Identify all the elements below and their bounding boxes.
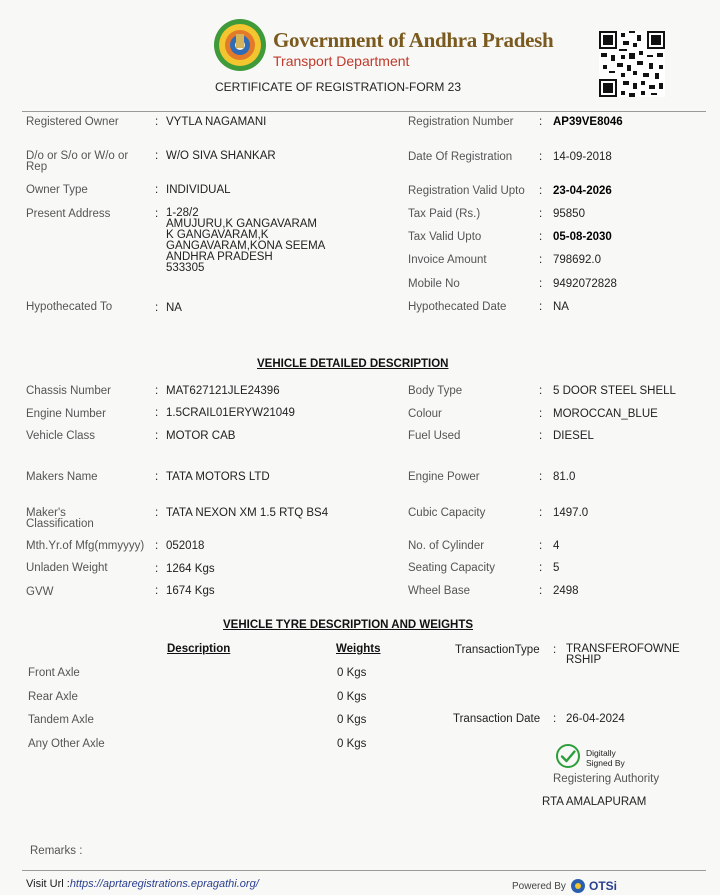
colon: : — [539, 301, 543, 313]
colon: : — [155, 507, 159, 519]
tax-valid-label: Tax Valid Upto — [408, 231, 482, 243]
front-axle-label: Front Axle — [28, 667, 80, 679]
transaction-type-value: TRANSFEROFOWNE RSHIP — [566, 643, 680, 666]
visit-url-line — [26, 878, 259, 890]
colon: : — [539, 562, 543, 574]
colon: : — [539, 185, 543, 197]
vehicle-class-label: Vehicle Class — [26, 430, 96, 442]
hypothecated-to-value: NA — [166, 302, 182, 314]
footer-divider — [22, 870, 706, 871]
front-axle-value: 0 Kgs — [337, 667, 367, 679]
relation-label: D/o or S/o or W/o or Rep — [26, 150, 129, 173]
invoice-value: 798692.0 — [553, 254, 601, 266]
engine-number-label: Engine Number — [26, 408, 106, 420]
colon: : — [155, 302, 159, 314]
colon: : — [553, 644, 557, 656]
colon: : — [155, 585, 159, 597]
powered-by-text: Powered By — [512, 881, 566, 892]
rta-office: RTA AMALAPURAM — [542, 796, 647, 808]
government-title: Government of Andhra Pradesh — [273, 28, 554, 52]
chassis-value: MAT627121JLE24396 — [166, 385, 280, 397]
otsi-logo-icon — [570, 878, 586, 894]
mfg-label: Mth.Yr.of Mfg(mmyyyy) — [26, 540, 145, 552]
mobile-value: 9492072828 — [553, 278, 617, 290]
seating-label: Seating Capacity — [408, 562, 495, 574]
registering-authority: Registering Authority — [553, 773, 660, 785]
reg-date-value: 14-09-2018 — [553, 151, 612, 163]
colon: : — [539, 385, 543, 397]
reg-date-label: Date Of Registration — [408, 151, 513, 163]
tax-valid-value: 05-08-2030 — [553, 231, 612, 243]
registered-owner-label: Registered Owner — [26, 116, 119, 128]
owner-type-label: Owner Type — [26, 184, 88, 196]
visit-url-label: Visit Url : — [26, 878, 70, 890]
colon: : — [155, 385, 159, 397]
fuel-label: Fuel Used — [408, 430, 461, 442]
digital-signature-check-icon — [555, 743, 581, 769]
engine-number-value: 1.5CRAIL01ERYW21049 — [166, 407, 295, 419]
description-header: Description — [167, 643, 231, 655]
unladen-label: Unladen Weight — [26, 562, 108, 574]
colon: : — [553, 713, 557, 725]
rear-axle-label: Rear Axle — [28, 691, 78, 703]
colon: : — [155, 150, 159, 162]
colon: : — [539, 116, 543, 128]
classification-label: Maker's Classification — [26, 507, 94, 530]
colon: : — [539, 254, 543, 266]
gvw-value: 1674 Kgs — [166, 585, 215, 597]
gvw-label: GVW — [26, 586, 54, 598]
valid-upto-label: Registration Valid Upto — [408, 185, 525, 197]
engine-power-value: 81.0 — [553, 471, 576, 483]
maker-label: Makers Name — [26, 471, 98, 483]
form-title: CERTIFICATE OF REGISTRATION-FORM 23 — [215, 80, 462, 94]
cubic-capacity-label: Cubic Capacity — [408, 507, 486, 519]
maker-value: TATA MOTORS LTD — [166, 471, 270, 483]
cylinder-value: 4 — [553, 540, 560, 552]
colon: : — [155, 430, 159, 442]
digitally-text: Digitally — [586, 748, 616, 758]
other-axle-label: Any Other Axle — [28, 738, 105, 750]
address-label: Present Address — [26, 208, 111, 220]
colour-label: Colour — [408, 408, 442, 420]
signed-by-text: Signed By — [586, 758, 625, 768]
reg-number-label: Registration Number — [408, 116, 514, 128]
hyp-date-label: Hypothecated Date — [408, 301, 507, 313]
fuel-value: DIESEL — [553, 430, 594, 442]
vehicle-section-title: VEHICLE DETAILED DESCRIPTION — [257, 358, 449, 370]
mobile-label: Mobile No — [408, 278, 460, 290]
department-name: Transport Department — [273, 53, 410, 69]
colon: : — [539, 540, 543, 552]
tandem-axle-label: Tandem Axle — [28, 714, 94, 726]
hyp-date-value: NA — [553, 301, 569, 313]
colon: : — [155, 407, 159, 419]
colon: : — [539, 278, 543, 290]
colon: : — [539, 471, 543, 483]
seating-value: 5 — [553, 562, 560, 574]
tyre-section-title: VEHICLE TYRE DESCRIPTION AND WEIGHTS — [223, 619, 474, 631]
address-value: 1-28/2 AMUJURU,K GANGAVARAM K GANGAVARAM,K GANGAVARAM,KONA SEEMA ANDHRA PRADESH 533305 — [166, 207, 326, 274]
qr-code — [599, 31, 665, 97]
wheelbase-label: Wheel Base — [408, 585, 471, 597]
visit-url-link[interactable]: https://aprtaregistrations.epragathi.org/ — [69, 878, 259, 890]
colour-value: MOROCCAN_BLUE — [553, 408, 658, 420]
hypothecated-to-label: Hypothecated To — [26, 301, 113, 313]
relation-value: W/O SIVA SHANKAR — [166, 150, 276, 162]
remarks-label: Remarks : — [30, 845, 83, 857]
body-type-label: Body Type — [408, 385, 463, 397]
cubic-capacity-value: 1497.0 — [553, 507, 589, 519]
colon: : — [539, 507, 543, 519]
colon: : — [155, 540, 159, 552]
colon: : — [155, 184, 159, 196]
colon: : — [539, 408, 543, 420]
transaction-date-label: Transaction Date — [453, 713, 541, 725]
weights-header: Weights — [336, 643, 381, 655]
body-type-value: 5 DOOR STEEL SHELL — [553, 385, 676, 397]
engine-power-label: Engine Power — [408, 471, 480, 483]
andhra-pradesh-emblem — [213, 18, 267, 72]
unladen-value: 1264 Kgs — [166, 563, 215, 575]
colon: : — [539, 208, 543, 220]
colon: : — [155, 208, 159, 220]
colon: : — [155, 116, 159, 128]
colon: : — [539, 585, 543, 597]
chassis-label: Chassis Number — [26, 385, 111, 397]
header-divider — [22, 111, 706, 112]
colon: : — [155, 563, 159, 575]
colon: : — [539, 430, 543, 442]
owner-type-value: INDIVIDUAL — [166, 184, 231, 196]
registered-owner-value: VYTLA NAGAMANI — [166, 116, 267, 128]
transaction-type-label: TransactionType — [455, 644, 540, 656]
vehicle-class-value: MOTOR CAB — [166, 430, 236, 442]
reg-number-value: AP39VE8046 — [553, 116, 623, 128]
otsi-brand: OTSi — [589, 879, 618, 893]
invoice-label: Invoice Amount — [408, 254, 487, 266]
colon: : — [539, 231, 543, 243]
transaction-date-value: 26-04-2024 — [566, 713, 625, 725]
other-axle-value: 0 Kgs — [337, 738, 367, 750]
valid-upto-value: 23-04-2026 — [553, 185, 612, 197]
colon: : — [539, 151, 543, 163]
colon: : — [155, 471, 159, 483]
wheelbase-value: 2498 — [553, 585, 579, 597]
mfg-value: 052018 — [166, 540, 205, 552]
classification-value: TATA NEXON XM 1.5 RTQ BS4 — [166, 507, 329, 519]
rear-axle-value: 0 Kgs — [337, 691, 367, 703]
tax-paid-label: Tax Paid (Rs.) — [408, 208, 481, 220]
tax-paid-value: 95850 — [553, 208, 585, 220]
tandem-axle-value: 0 Kgs — [337, 714, 367, 726]
cylinder-label: No. of Cylinder — [408, 540, 485, 552]
